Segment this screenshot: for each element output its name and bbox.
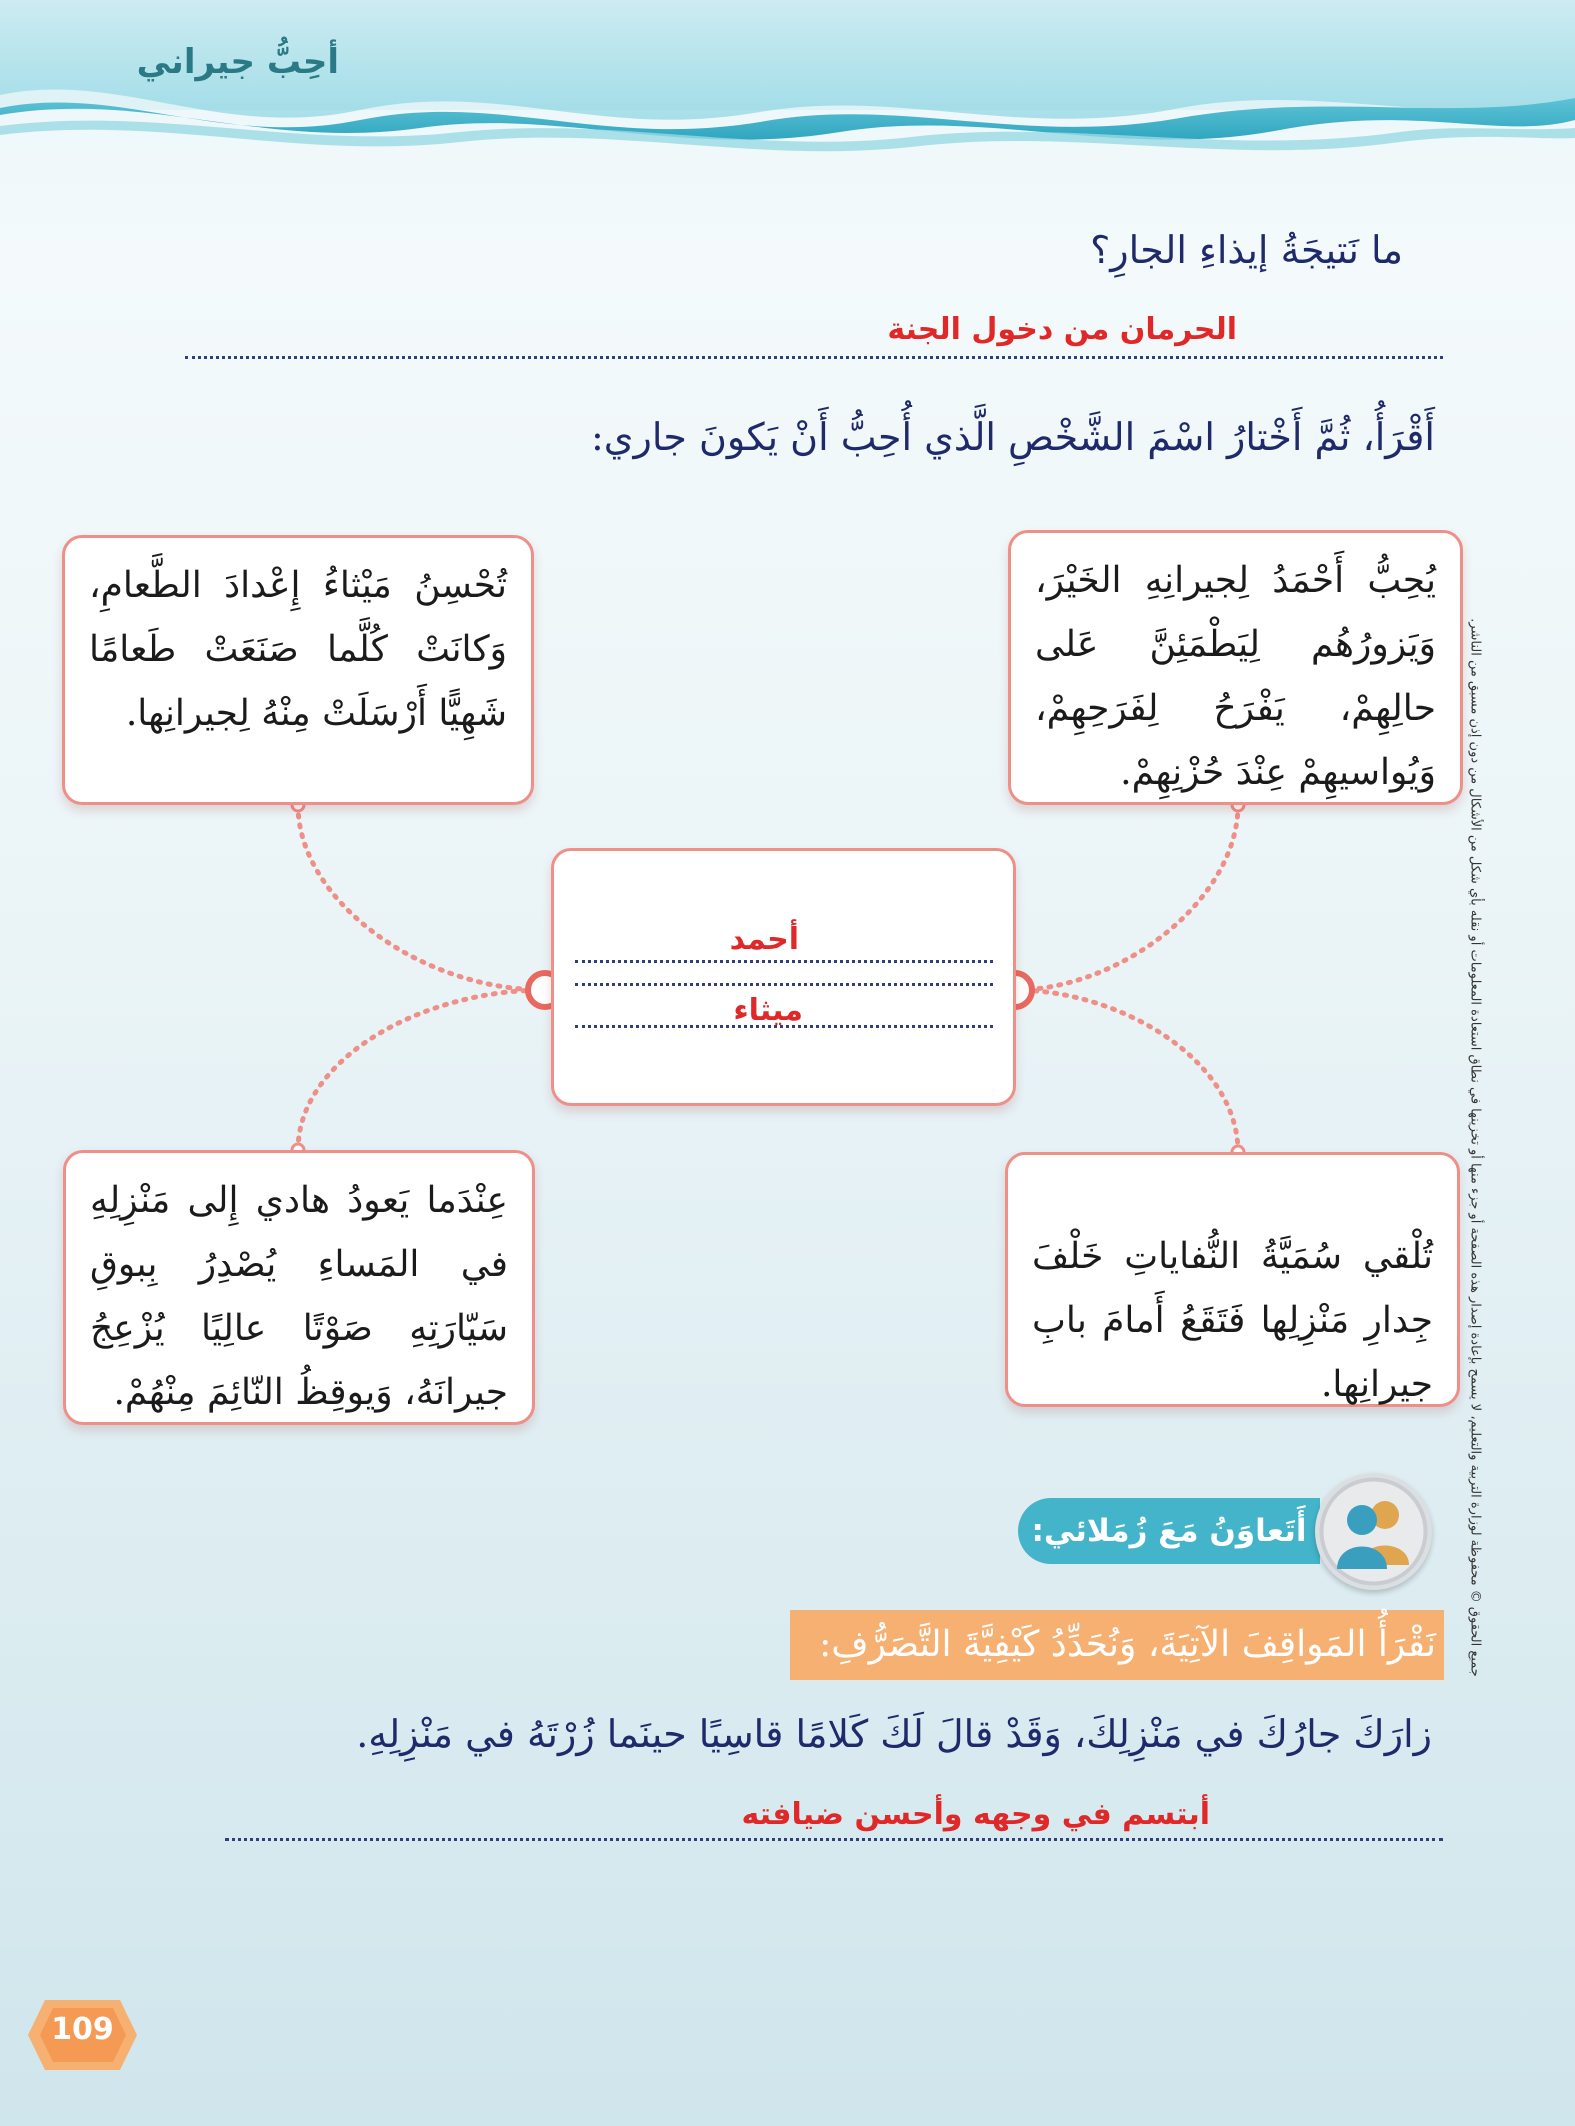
- question-1-answer-line: [185, 356, 1443, 359]
- center-answer-2: ميثاء: [733, 993, 803, 1028]
- card-maitha: تُحْسِنُ مَيْثاءُ إِعْدادَ الطَّعامِ، وَكانَتْ كُلَّما صَنَعَتْ طَعامًا شَهِيًّا أَرْسَلَتْ مِنْهُ لِجيرانِها.: [62, 535, 534, 805]
- card-hadi: عِنْدَما يَعودُ هادي إِلى مَنْزِلِهِ في المَساءِ يُصْدِرُ بِبوقِ سَيّارَتِهِ صَوْتًا عالِيًا يُزْعِجُ جيرانَهُ، وَيوقِظُ النّائِمَ مِنْهُمْ.: [63, 1150, 535, 1425]
- copyright-note: [1465, 495, 1485, 1805]
- situation-answer-line: [225, 1838, 1443, 1841]
- center-answer-line-2: [575, 983, 993, 986]
- copyright-text: جميع الحقوق © محفوظة لوزارة التربية والتعليم، لا يسمح بإعادة إصدار هذه الصفحة أو جزء منها أو تخزينها في نطاق استعادة المعلومات أو نقله بأي شكل من الأشكال من دون إذن مسبق من الناشر.: [1467, 618, 1483, 1677]
- activity-instruction: نَقْرَأُ المَواقِفَ الآتِيَةَ، وَنُحَدِّدُ كَيْفِيَّةَ التَّصَرُّفِ:: [790, 1610, 1444, 1680]
- center-answer-line-1: [575, 960, 993, 963]
- chapter-title: أحِبُّ جيراني: [136, 42, 339, 82]
- center-answer-line-3: [575, 1025, 993, 1028]
- question-2-text: أَقْرَأُ، ثُمَّ أَخْتارُ اسْمَ الشَّخْصِ الَّذي أُحِبُّ أَنْ يَكونَ جاري:: [590, 415, 1435, 459]
- situation-answer: أبتسم في وجهه وأحسن ضيافته: [741, 1797, 1210, 1832]
- header-wave-band: [0, 0, 1575, 170]
- cooperation-label: أَتَعاوَنُ مَعَ زُمَلائي:: [1018, 1498, 1320, 1564]
- page-number: 109: [51, 2012, 114, 2047]
- center-answer-card: [551, 848, 1016, 1106]
- situation-text: زارَكَ جارُكَ في مَنْزِلِكَ، وَقَدْ قالَ لَكَ كَلامًا قاسِيًا حينَما زُرْتَهُ في مَنْزِلِهِ.: [356, 1712, 1432, 1756]
- people-icon: [1315, 1473, 1432, 1590]
- question-1-answer: الحرمان من دخول الجنة: [887, 312, 1237, 347]
- card-sumayya: تُلْقي سُمَيَّةُ النُّفاياتِ خَلْفَ جِدارِ مَنْزِلِها فَتَقَعُ أَمامَ بابِ جيرانِها.: [1005, 1152, 1460, 1407]
- card-ahmed: يُحِبُّ أَحْمَدُ لِجيرانِهِ الخَيْرَ، وَيَزورُهُم لِيَطْمَئِنَّ عَلى حالِهِمْ، يَفْرَحُ لِفَرَحِهِمْ، وَيُواسيهِمْ عِنْدَ حُزْنِهِمْ.: [1008, 530, 1463, 805]
- question-1-text: ما نَتيجَةُ إيذاءِ الجارِ؟: [1090, 228, 1403, 272]
- center-answer-1: أحمد: [729, 922, 799, 957]
